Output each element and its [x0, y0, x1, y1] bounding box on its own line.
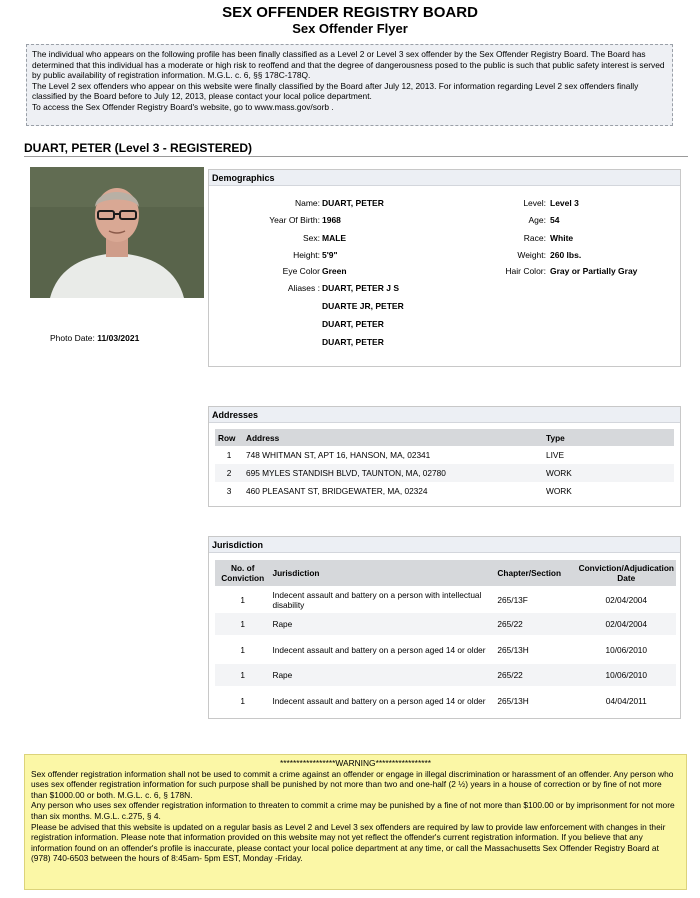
warning-box [24, 754, 687, 890]
chapter-section: 265/22 [495, 664, 576, 686]
eye-color-label: Eye Color [282, 266, 320, 276]
age-label: Age: [528, 215, 546, 225]
column-header-chapter-section: Chapter/Section [495, 560, 576, 586]
height-label: Height: [293, 250, 320, 260]
addresses-title: Addresses [209, 407, 680, 423]
table-row [215, 586, 676, 613]
jurisdiction-offense: Rape [270, 664, 495, 686]
warning-paragraph: Any person who uses sex offender registration information to threaten to commit a crime may be punished by a fine of not more than $100.00 or by imprisonment for not more than six months. M.G.L. c.275, § 4. [31, 800, 675, 821]
table-row [215, 664, 676, 686]
demographics-panel [208, 169, 681, 367]
address-row-number: 1 [226, 450, 232, 460]
column-header-jurisdiction: Jurisdiction [270, 560, 495, 586]
conviction-count: 1 [240, 644, 246, 655]
conviction-date: 10/06/2010 [605, 644, 648, 655]
hair-color-value: Gray or Partially Gray [550, 266, 638, 276]
level-value: Level 3 [550, 198, 579, 208]
table-row [215, 686, 676, 715]
jurisdiction-offense: Rape [270, 613, 495, 635]
warning-title: *****************WARNING***************** [280, 758, 431, 768]
notice-paragraph: The individual who appears on the following profile has been finally classified as a Level 2 or Level 3 sex offender by the Sex Offender Registry Board. The Board has determined that this individual has a moderate or high risk to reoffend and that the degree of dangerousness posed to the public is such that public safety interest is served by public availability of registration information. M.G.L. c. 6, §§ 178C-178Q. [32, 49, 665, 81]
chapter-section: 265/13H [497, 695, 529, 706]
warning-paragraph: Sex offender registration information shall not be used to commit a crime against an offender or engage in illegal discrimination or harassment of an offender. Any person who uses sex offender registration information for such purpose shall be punished by not more than two and one-half (2 ½) years in a house of correction or by fine of not more than $1000.00 or both. M.G.L. c. 6, § 178N. [31, 768, 674, 800]
column-header-type: Type [543, 429, 674, 446]
table-header-row [215, 560, 676, 586]
address-row-number: 3 [226, 486, 232, 496]
conviction-count: 1 [240, 695, 246, 706]
column-header-conviction-date: Conviction/Adjudication Date [577, 560, 676, 586]
name-value: DUART, PETER [322, 198, 384, 208]
demographics-title: Demographics [209, 170, 680, 186]
warning-paragraph: Please be advised that this website is updated on a regular basis as Level 2 and Level 3 sex offenders are required by law to provide law enforcement with changes in their registration information. Please note that information provided on this website may not yet reflect the offender's current registration information. If you believe that any information found on an offender's profile is inaccurate, please contact your local police department at any time, or call the Massachusetts Sex Offender Registry Board at (978) 740-6503 between the hours of 8:45am- 5pm EST, Monday -Friday. [31, 821, 666, 864]
jurisdiction-table [215, 560, 676, 715]
page-subtitle: Sex Offender Flyer [292, 21, 408, 36]
conviction-count: 1 [215, 664, 270, 686]
table-row [215, 464, 674, 482]
address-type: WORK [546, 486, 572, 496]
aliases-label: Aliases : [287, 283, 320, 293]
chapter-section: 265/22 [495, 613, 576, 635]
jurisdiction-panel [208, 536, 681, 719]
address-value: 460 PLEASANT ST, BRIDGEWATER, MA, 02324 [246, 486, 428, 496]
race-label: Race: [523, 233, 546, 243]
offender-name-heading: DUART, PETER (Level 3 - REGISTERED) [24, 141, 253, 155]
photo-date [50, 333, 139, 343]
jurisdiction-offense: Indecent assault and battery on a person aged 14 or older [272, 695, 486, 706]
photo-date-label: Photo Date: [50, 333, 95, 343]
alias-item: DUART, PETER [322, 337, 384, 347]
address-value: 748 WHITMAN ST, APT 16, HANSON, MA, 02341 [246, 450, 431, 460]
weight-value: 260 lbs. [550, 250, 582, 260]
address-type: WORK [543, 464, 674, 482]
column-header-conviction-count: No. of Conviction [215, 560, 270, 586]
sex-label: Sex: [302, 233, 320, 243]
classification-notice [26, 44, 673, 126]
table-row [215, 482, 674, 500]
conviction-count: 1 [215, 613, 270, 635]
yob-value: 1968 [322, 215, 341, 225]
conviction-date: 10/06/2010 [577, 664, 676, 686]
conviction-date: 04/04/2011 [605, 695, 647, 706]
column-header-row: Row [215, 429, 243, 446]
jurisdiction-offense: Indecent assault and battery on a person aged 14 or older [272, 644, 486, 655]
sex-value: MALE [322, 233, 347, 243]
conviction-count: 1 [240, 594, 246, 605]
weight-label: Weight: [517, 250, 546, 260]
table-row [215, 446, 674, 464]
photo-date-value: 11/03/2021 [97, 333, 140, 343]
jurisdiction-title: Jurisdiction [209, 537, 680, 553]
addresses-table [215, 429, 674, 500]
alias-item: DUARTE JR, PETER [322, 301, 404, 311]
offender-photo [30, 167, 204, 298]
eye-color-value: Green [322, 266, 347, 276]
age-value: 54 [550, 215, 560, 225]
alias-item: DUART, PETER [322, 319, 384, 329]
name-label: Name: [294, 198, 320, 208]
address-value: 695 MYLES STANDISH BLVD, TAUNTON, MA, 02780 [243, 464, 543, 482]
height-value: 5'9" [322, 250, 338, 260]
chapter-section: 265/13H [497, 644, 529, 655]
conviction-date: 02/04/2004 [605, 594, 648, 605]
yob-label: Year Of Birth: [269, 215, 320, 225]
divider [24, 156, 688, 157]
table-row [215, 635, 676, 664]
address-type: LIVE [546, 450, 564, 460]
hair-color-label: Hair Color: [505, 266, 546, 276]
alias-item: DUART, PETER J S [322, 283, 399, 293]
table-header-row [215, 429, 674, 446]
address-row-number: 2 [215, 464, 243, 482]
notice-paragraph: The Level 2 sex offenders who appear on this website were finally classified by the Board after July 12, 2013. For information regarding Level 2 sex offenders finally classified by the Board before to July 12, 2013, please contact your local police department. [32, 80, 639, 102]
level-label: Level: [523, 198, 546, 208]
conviction-date: 02/04/2004 [577, 613, 676, 635]
addresses-panel [208, 406, 681, 507]
table-row [215, 613, 676, 635]
person-photo-icon [30, 167, 204, 298]
page-title: SEX OFFENDER REGISTRY BOARD [222, 4, 478, 21]
race-value: White [550, 233, 574, 243]
notice-paragraph: To access the Sex Offender Registry Board's website, go to www.mass.gov/sorb . [32, 101, 334, 112]
column-header-address: Address [243, 429, 543, 446]
jurisdiction-offense: Indecent assault and battery on a person with intellectual disability [272, 589, 482, 610]
chapter-section: 265/13F [497, 594, 528, 605]
